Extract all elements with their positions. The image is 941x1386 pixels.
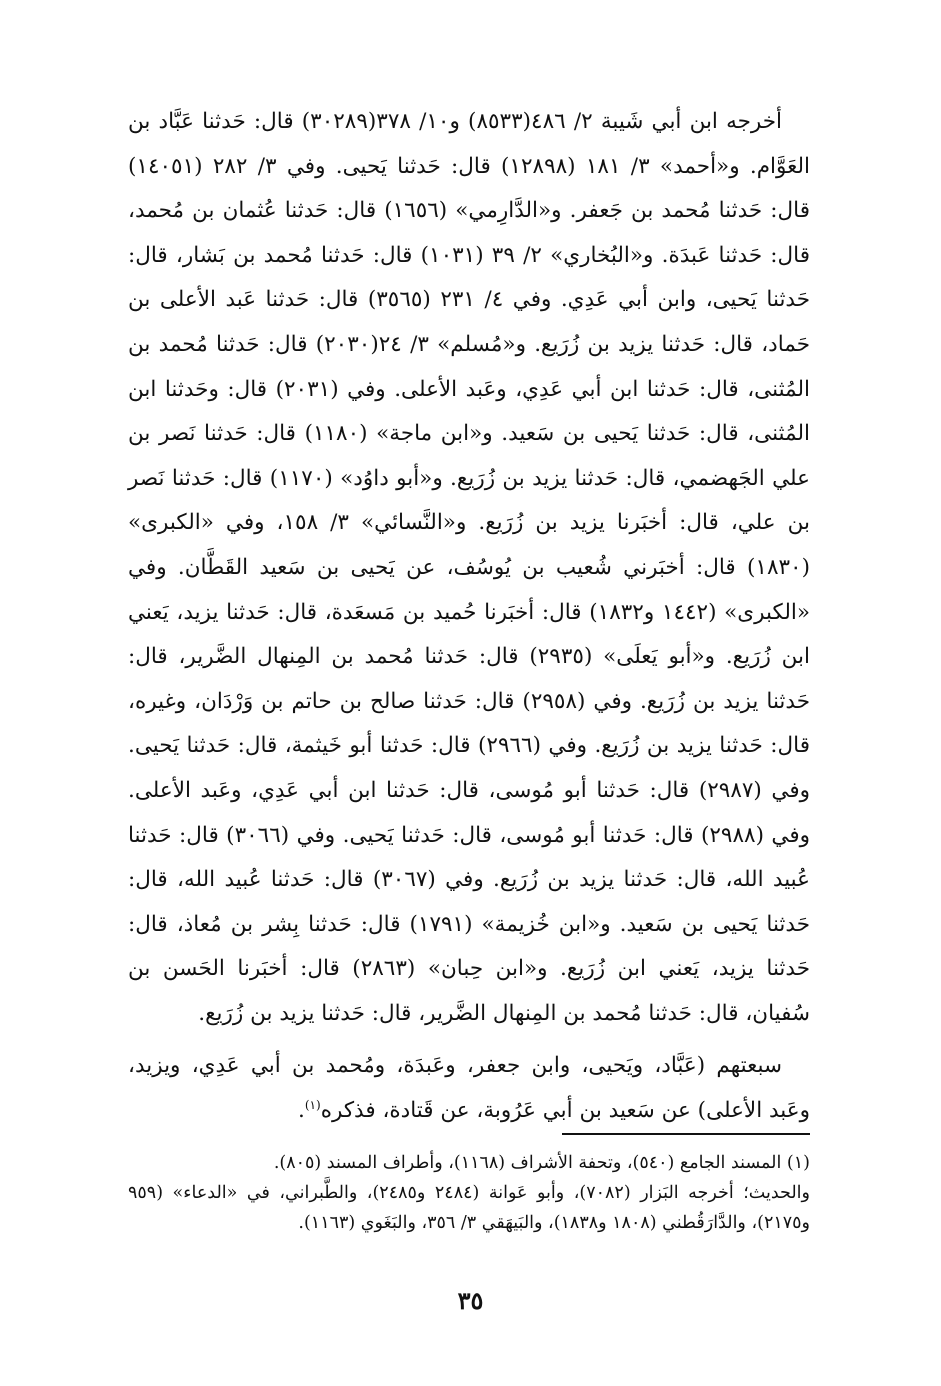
footnote-line: (١) المسند الجامع (٥٤٠)، وتحفة الأشراف (١١٦٨)، وأطراف المسند (٨٠٥).: [273, 1153, 810, 1173]
main-text-block: [128, 100, 810, 1134]
footnotes-block: [128, 1148, 810, 1238]
hadith-takhrij-paragraph: أخرجه ابن أبي شَيبة ٢/ ٤٨٦(٨٥٣٣) و١٠/ ٣٧٨(٣٠٢٨٩) قال: حَدثنا عَبَّاد بن العَوَّام. و«أحمد» ٣/ ١٨١ (١٢٨٩٨) قال: حَدثنا يَحيى. وفي ٣/ ٢٨٢ (١٤٠٥١) قال: حَدثنا مُحمد بن جَعفر. و«الدَّارِمي» (١٦٥٦) قال: حَدثنا عُثمان بن مُحمد، قال: حَدثنا عَبدَة. و«البُخاري» ٢/ ٣٩ (١٠٣١) قال: حَدثنا مُحمد بن بَشار، قال: حَدثنا يَحيى، وابن أبي عَدِي. وفي ٤/ ٢٣١ (٣٥٦٥) قال: حَدثنا عَبد الأعلى بن حَماد، قال: حَدثنا يزيد بن زُرَيع. و«مُسلم» ٣/ ٢٤(٢٠٣٠) قال: حَدثنا مُحمد بن المُثنى، قال: حَدثنا ابن أبي عَدِي، وعَبد الأعلى. وفي (٢٠٣١) قال: وحَدثنا ابن المُثنى، قال: حَدثنا يَحيى بن سَعيد. و«ابن ماجة» (١١٨٠) قال: حَدثنا نَصر بن علي الجَهضمي، قال: حَدثنا يزيد بن زُرَيع. و«أبو داوُد» (١١٧٠) قال: حَدثنا نَصر بن علي، قال: أخبَرنا يزيد بن زُرَيع. و«النَّسائي» ٣/ ١٥٨، وفي «الكبرى» (١٨٣٠) قال: أخبَرني شُعيب بن يُوسُف، عن يَحيى بن سَعيد القَطَّان. وفي «الكبرى» (١٤٤٢ و١٨٣٢) قال: أخبَرنا حُميد بن مَسعَدة، قال: حَدثنا يزيد، يَعني ابن زُرَيع. و«أبو يَعلَى» (٢٩٣٥) قال: حَدثنا مُحمد بن المِنهال الضَّرير، قال: حَدثنا يزيد بن زُرَيع. وفي (٢٩٥٨) قال: حَدثنا صالح بن حاتم بن وَرْدَان، وغيره، قال: حَدثنا يزيد بن زُرَيع. وفي (٢٩٦٦) قال: حَدثنا أبو خَيثمة، قال: حَدثنا يَحيى. وفي (٢٩٨٧) قال: حَدثنا أبو مُوسى، قال: حَدثنا ابن أبي عَدِي، وعَبد الأعلى. وفي (٢٩٨٨) قال: حَدثنا أبو مُوسى، قال: حَدثنا يَحيى. وفي (٣٠٦٦) قال: حَدثنا عُبيد الله، قال: حَدثنا يزيد بن زُرَيع. وفي (٣٠٦٧) قال: حَدثنا عُبيد الله، قال: حَدثنا يَحيى بن سَعيد. و«ابن خُزيمة» (١٧٩١) قال: حَدثنا بِشر بن مُعاذ، قال: حَدثنا يزيد، يَعني ابن زُرَيع. و«ابن حِبان» (٢٨٦٣) قال: أخبَرنا الحَسن بن سُفيان، قال: حَدثنا مُحمد بن المِنهال الضَّرير، قال: حَدثنا يزيد بن زُرَيع.: [128, 109, 811, 1026]
page-number: ٣٥: [457, 1286, 484, 1315]
footnote-line: والحديث؛ أخرجه البَزار (٧٠٨٢)، وأبو عَوانة (٢٤٨٤ و٢٤٨٥)، والطَّبراني، في «الدعاء» (٩٥٩ و٢١٧٥)، والدَّارَقُطني (١٨٠٨ و١٨٣٨)، والبَيهَقي ٣/ ٣٥٦، والبَغَوي (١١٦٣).: [128, 1183, 810, 1233]
footnote-divider: [562, 1133, 810, 1135]
summary-paragraph: سبعتهم (عَبَّاد، ويَحيى، وابن جعفر، وعَبدَة، ومُحمد بن أبي عَدِي، ويزيد، وعَبد الأعلى) عن سَعيد بن أبي عَرُوبة، عن قَتادة، فذكره$^{(١)}$.: [128, 1053, 810, 1124]
summary-text: سبعتهم (عَبَّاد، ويَحيى، وابن جعفر، وعَبدَة، ومُحمد بن أبي عَدِي، ويزيد، وعَبد الأعلى) عن سَعيد بن أبي عَرُوبة، عن قَتادة، فذكره: [128, 1053, 810, 1124]
footnote-reference: (١): [304, 1097, 321, 1112]
